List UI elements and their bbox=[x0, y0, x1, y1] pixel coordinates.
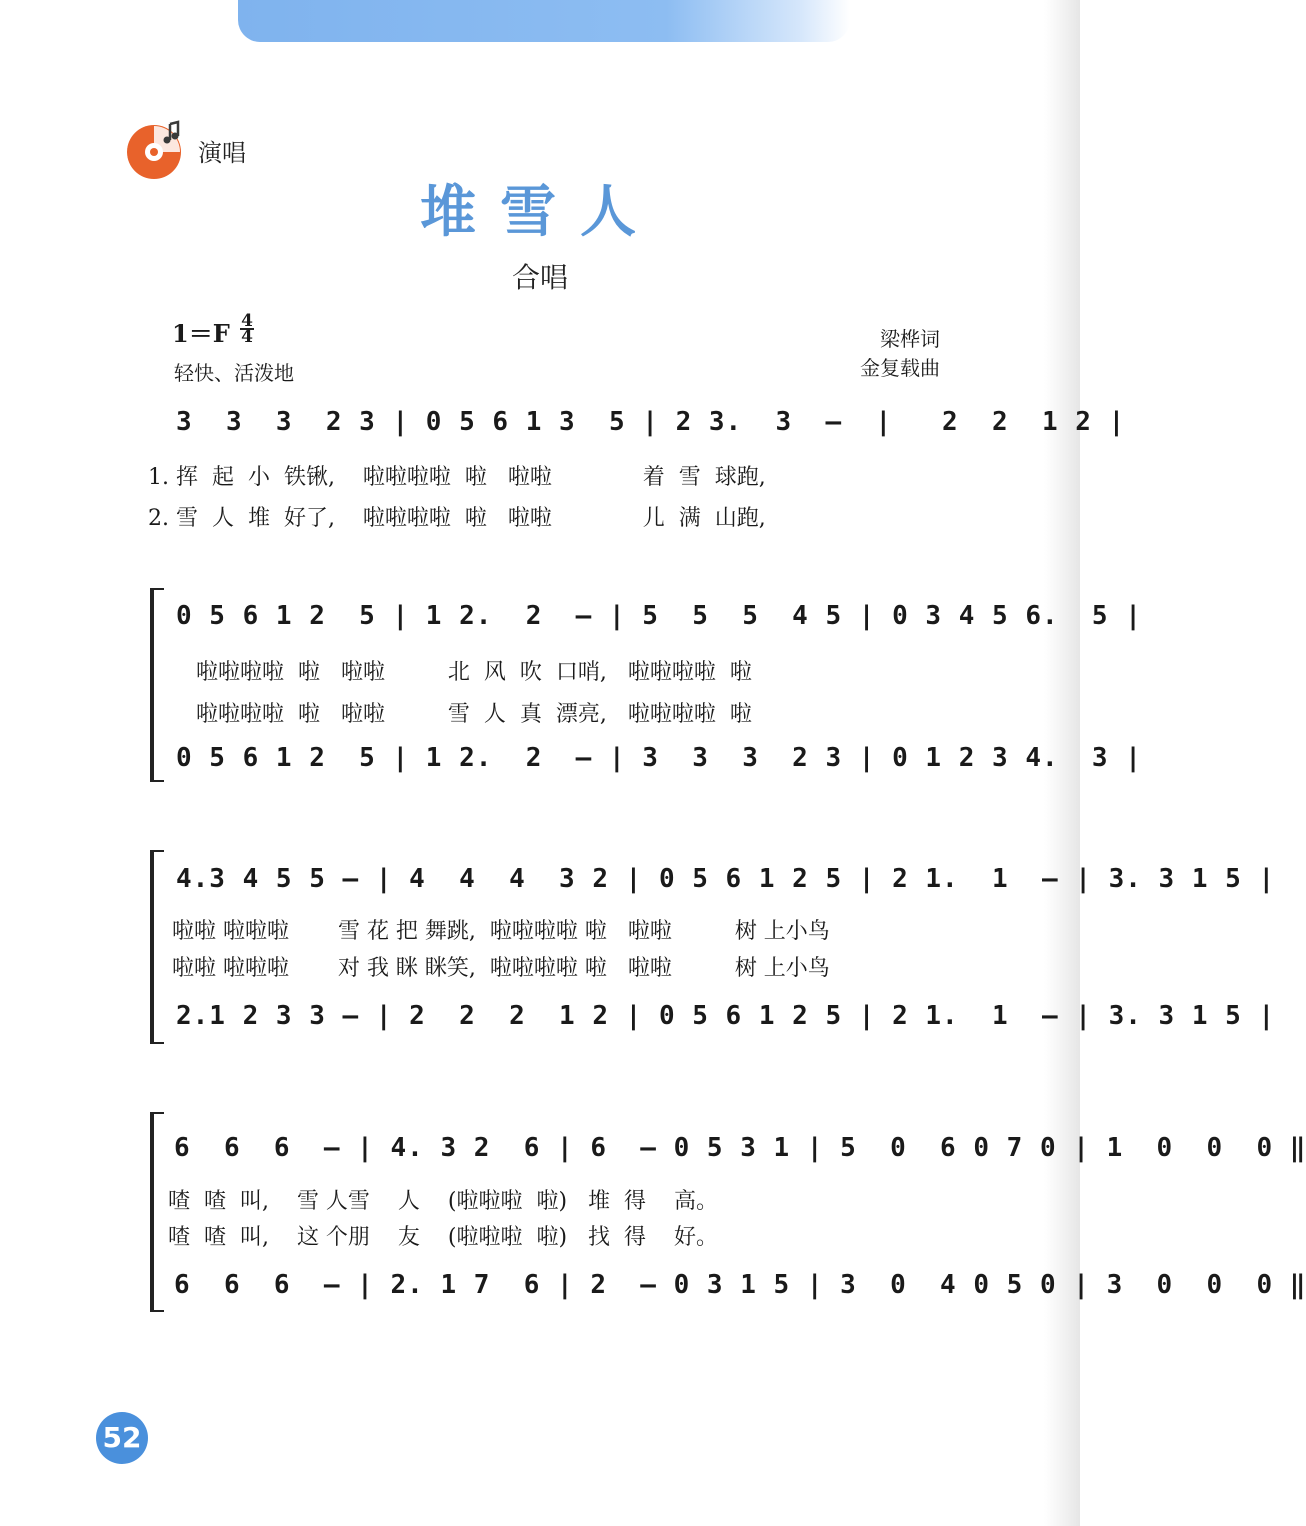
lyrics-system-2-verse-2: 啦啦啦啦 啦 啦啦 雪 人 真 漂亮, 啦啦啦啦 啦 bbox=[196, 702, 752, 727]
notes-system-3-lower: 2.1 2 3 3 – | 2 2 2 1 2 | 0 5 6 1 2 5 | 2 1. 1 – | 3. 3 1 5 | bbox=[176, 1001, 1276, 1031]
lyrics-system-2-verse-1: 啦啦啦啦 啦 啦啦 北 风 吹 口哨, 啦啦啦啦 啦 bbox=[196, 660, 752, 685]
lyrics-system-4-verse-2: 喳 喳 叫, 这 个朋 友 (啦啦啦 啦) 找 得 好。 bbox=[168, 1225, 718, 1250]
system-bracket bbox=[150, 850, 164, 1044]
lyricist-credit: 梁桦词 bbox=[880, 327, 940, 351]
lyrics-system-3-verse-2: 啦啦 啦啦啦 对 我 眯 眯笑, 啦啦啦啦 啦 啦啦 树 上小鸟 bbox=[172, 956, 830, 981]
lyrics-system-4-verse-1: 喳 喳 叫, 雪 人雪 人 (啦啦啦 啦) 堆 得 高。 bbox=[168, 1189, 718, 1214]
notes-system-1: 3 3 3 2 3 | 0 5 6 1 3 5 | 2 3. 3 – | 2 2 1 2 | bbox=[176, 407, 1126, 437]
lyrics-system-1-verse-2: 2. 雪 人 堆 好了, 啦啦啦啦 啦 啦啦 儿 满 山跑, bbox=[148, 506, 766, 531]
lyrics-system-1-verse-1: 1. 挥 起 小 铁锹, 啦啦啦啦 啦 啦啦 着 雪 球跑, bbox=[148, 465, 766, 490]
notes-system-4-upper: 6 6 6 – | 4. 3 2 6 | 6 – 0 5 3 1 | 5 0 6 0 7 0 | 1 0 0 0 ‖ bbox=[174, 1133, 1306, 1163]
page-number: 52 bbox=[96, 1412, 148, 1464]
key-signature: 1＝F bbox=[172, 319, 230, 348]
composer-credit: 金复载曲 bbox=[860, 356, 940, 380]
tempo-marking: 轻快、活泼地 bbox=[174, 361, 294, 385]
time-signature-top: 4 bbox=[241, 311, 253, 331]
song-subtitle: 合唱 bbox=[511, 261, 568, 294]
time-signature-bottom: 4 bbox=[241, 327, 253, 347]
system-bracket bbox=[150, 588, 164, 782]
notes-system-3-upper: 4.3 4 5 5 – | 4 4 4 3 2 | 0 5 6 1 2 5 | 2 1. 1 – | 3. 3 1 5 | bbox=[176, 864, 1276, 894]
system-bracket bbox=[150, 1112, 164, 1312]
notes-system-2-lower: 0 5 6 1 2 5 | 1 2. 2 – | 3 3 3 2 3 | 0 1 2 3 4. 3 | bbox=[176, 743, 1142, 773]
notes-system-2-upper: 0 5 6 1 2 5 | 1 2. 2 – | 5 5 5 4 5 | 0 3 4 5 6. 5 | bbox=[176, 601, 1142, 631]
lyrics-system-3-verse-1: 啦啦 啦啦啦 雪 花 把 舞跳, 啦啦啦啦 啦 啦啦 树 上小鸟 bbox=[172, 919, 830, 944]
notes-system-4-lower: 6 6 6 – | 2. 1 7 6 | 2 – 0 3 1 5 | 3 0 4 0 5 0 | 3 0 0 0 ‖ bbox=[174, 1270, 1306, 1300]
section-label: 演唱 bbox=[198, 139, 246, 167]
song-title: 堆雪人 bbox=[420, 180, 660, 245]
